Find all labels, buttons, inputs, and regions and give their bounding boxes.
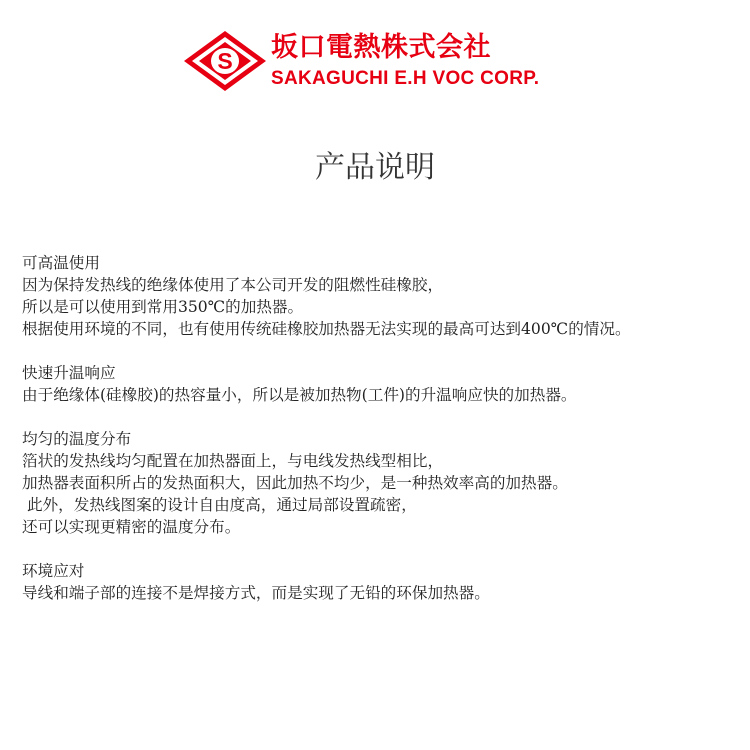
- section-text-line: 根据使用环境的不同，也有使用传统硅橡胶加热器无法实现的最高可达到400℃的情况。: [22, 320, 631, 338]
- section-text-line: 导线和端子部的连接不是焊接方式，而是实现了无铅的环保加热器。: [22, 584, 490, 602]
- page-title: 产品说明: [315, 150, 435, 185]
- section-text-line: 加热器表面积所占的发热面积大，因此加热不均少，是一种热效率高的加热器。: [22, 474, 568, 492]
- section-text-line: 所以是可以使用到常用350℃的加热器。: [22, 298, 304, 316]
- section-text-line: 由于绝缘体(硅橡胶)的热容量小，所以是被加热物(工件)的升温响应快的加热器。: [22, 386, 577, 404]
- section-text-line: 因为保持发热线的绝缘体使用了本公司开发的阻燃性硅橡胶，: [22, 276, 444, 294]
- section-environment: [22, 560, 750, 604]
- company-name-english: SAKAGUCHI E.H VOC CORP.: [271, 68, 540, 89]
- company-name-japanese: 坂口電熱株式会社: [271, 32, 491, 63]
- section-heading: 可高温使用: [22, 254, 100, 272]
- section-fast-response: [22, 362, 750, 406]
- section-text-line: 此外，发热线图案的设计自由度高，通过局部设置疏密，: [22, 496, 417, 514]
- section-heading: 环境应对: [22, 562, 85, 580]
- section-heading: 快速升温响应: [22, 364, 116, 382]
- company-logo: [183, 30, 573, 96]
- section-heading: 均匀的温度分布: [22, 430, 132, 448]
- section-uniform-distribution: [22, 428, 750, 538]
- section-high-temperature: [22, 252, 750, 340]
- product-description: [22, 252, 750, 626]
- section-text-line: 还可以实现更精密的温度分布。: [22, 518, 241, 536]
- sakaguchi-logo-mark: [183, 30, 267, 92]
- section-text-line: 箔状的发热线均匀配置在加热器面上，与电线发热线型相比，: [22, 452, 444, 470]
- logo-mark-letter: S: [217, 48, 233, 74]
